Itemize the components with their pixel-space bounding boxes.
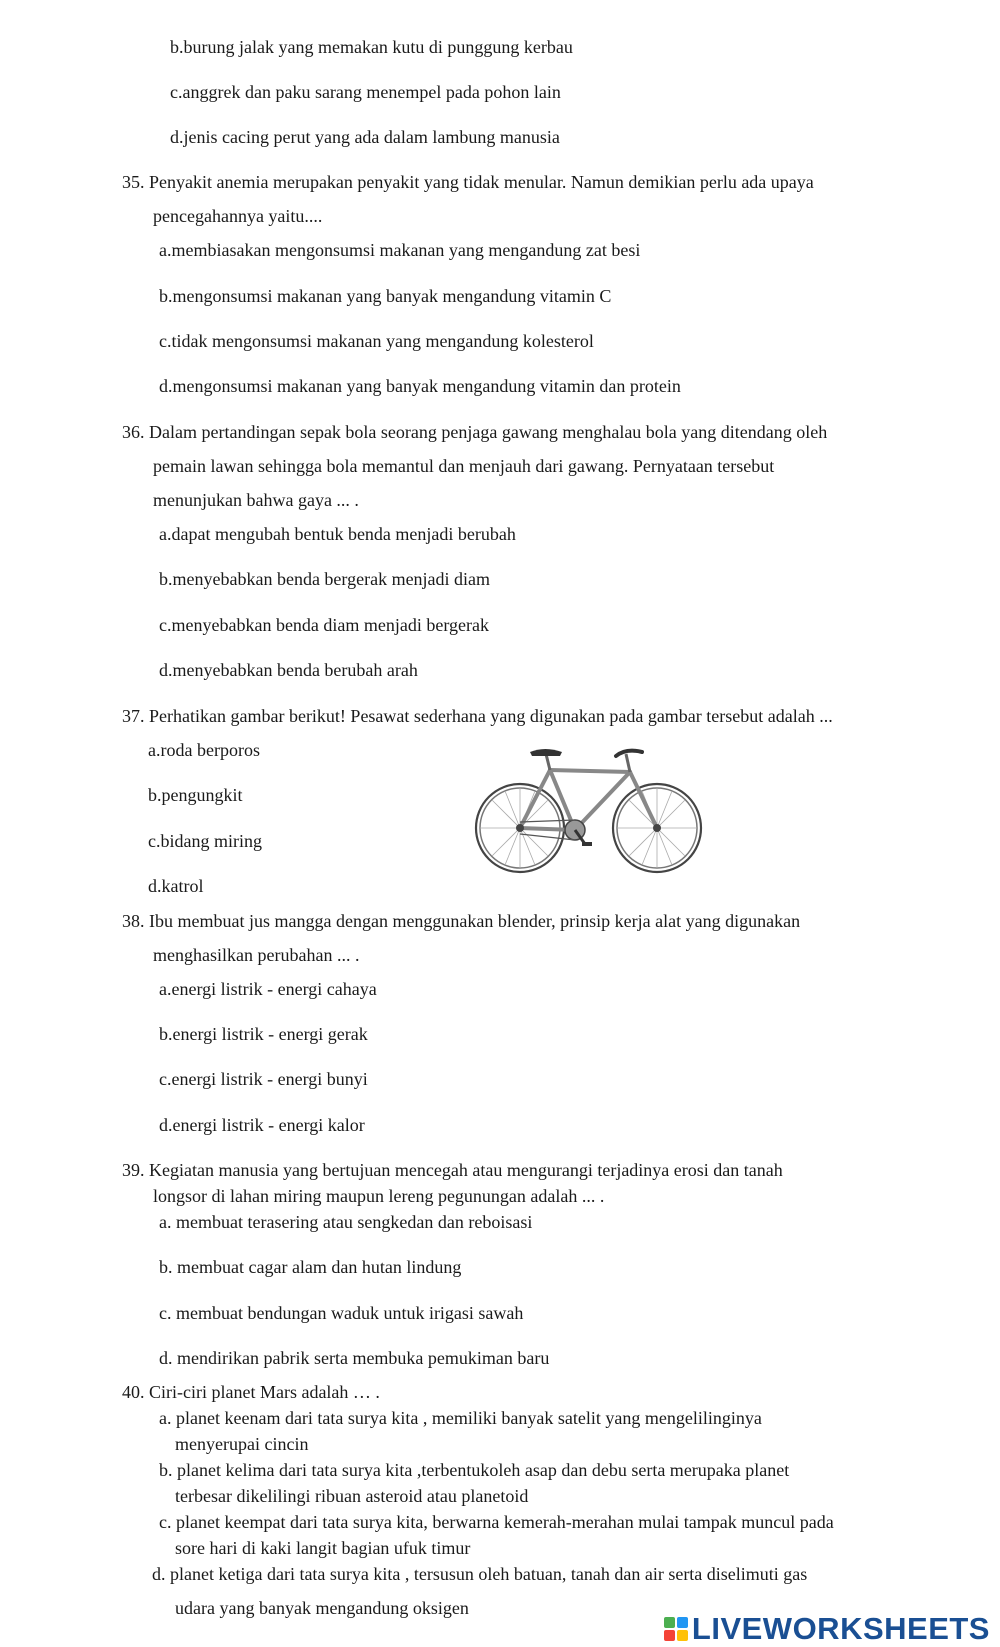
q36-option-a[interactable]: a.dapat mengubah bentuk benda menjadi berubah <box>159 524 516 544</box>
liveworksheets-logo-icon <box>664 1617 688 1641</box>
bicycle-handlebar <box>616 751 642 756</box>
q37-option-c[interactable]: c.bidang miring <box>148 831 262 851</box>
q39-option-c[interactable]: c. membuat bendungan waduk untuk irigasi sawah <box>159 1303 524 1323</box>
q39-text-line-1: 39. Kegiatan manusia yang bertujuan mencegah atau mengurangi terjadinya erosi dan tanah <box>122 1160 783 1180</box>
q35-option-a[interactable]: a.membiasakan mengonsumsi makanan yang mengandung zat besi <box>159 240 641 260</box>
q35-text-line-2: pencegahannya yaitu.... <box>153 206 323 226</box>
q40-option-d-cont[interactable]: udara yang banyak mengandung oksigen <box>175 1598 469 1618</box>
q40-option-c-cont[interactable]: sore hari di kaki langit bagian ufuk timur <box>175 1538 471 1558</box>
q35-option-b[interactable]: b.mengonsumsi makanan yang banyak mengandung vitamin C <box>159 286 612 306</box>
q35-option-c[interactable]: c.tidak mengonsumsi makanan yang mengandung kolesterol <box>159 331 594 351</box>
q40-option-c[interactable]: c. planet keempat dari tata surya kita, berwarna kemerah-merahan mulai tampak muncul pada <box>159 1512 834 1532</box>
q36-text-line-2: pemain lawan sehingga bola memantul dan menjauh dari gawang. Pernyataan tersebut <box>153 456 775 476</box>
q37-option-a[interactable]: a.roda berporos <box>148 740 260 760</box>
q36-option-d[interactable]: d.menyebabkan benda berubah arah <box>159 660 418 680</box>
q37-option-b[interactable]: b.pengungkit <box>148 785 243 805</box>
q35-option-d[interactable]: d.mengonsumsi makanan yang banyak mengandung vitamin dan protein <box>159 376 681 396</box>
q40-option-d[interactable]: d. planet ketiga dari tata surya kita , tersusun oleh batuan, tanah dan air serta diselimuti gas <box>152 1564 808 1584</box>
bicycle-image <box>470 740 710 880</box>
liveworksheets-logo-text: LIVEWORKSHEETS <box>691 1611 990 1646</box>
q36-option-b[interactable]: b.menyebabkan benda bergerak menjadi diam <box>159 569 491 589</box>
liveworksheets-logo[interactable] <box>664 1611 990 1647</box>
q38-option-b[interactable]: b.energi listrik - energi gerak <box>159 1024 368 1044</box>
q35-text-line-1: 35. Penyakit anemia merupakan penyakit yang tidak menular. Namun demikian perlu ada upaya <box>122 172 814 192</box>
prev-option-b: b.burung jalak yang memakan kutu di punggung kerbau <box>170 37 573 57</box>
prev-option-d: d.jenis cacing perut yang ada dalam lambung manusia <box>170 127 560 147</box>
prev-option-c: c.anggrek dan paku sarang menempel pada pohon lain <box>170 82 561 102</box>
q38-option-c[interactable]: c.energi listrik - energi bunyi <box>159 1069 368 1089</box>
q37-text-line-1: 37. Perhatikan gambar berikut! Pesawat sederhana yang digunakan pada gambar tersebut adalah ... <box>122 706 833 726</box>
q39-option-a[interactable]: a. membuat terasering atau sengkedan dan reboisasi <box>159 1212 533 1232</box>
q37-option-d[interactable]: d.katrol <box>148 876 204 896</box>
q38-option-a[interactable]: a.energi listrik - energi cahaya <box>159 979 377 999</box>
q36-option-c[interactable]: c.menyebabkan benda diam menjadi bergerak <box>159 615 490 635</box>
bicycle-seat <box>530 749 562 756</box>
q39-option-b[interactable]: b. membuat cagar alam dan hutan lindung <box>159 1257 462 1277</box>
q40-option-b-cont[interactable]: terbesar dikelilingi ribuan asteroid atau planetoid <box>175 1486 529 1506</box>
q40-option-b[interactable]: b. planet kelima dari tata surya kita ,terbentukoleh asap dan debu serta merupaka planet <box>159 1460 790 1480</box>
q36-text-line-1: 36. Dalam pertandingan sepak bola seorang penjaga gawang menghalau bola yang ditendang oleh <box>122 422 828 442</box>
q40-text-line-1: 40. Ciri-ciri planet Mars adalah … . <box>122 1382 380 1402</box>
q38-text-line-2: menghasilkan perubahan ... . <box>153 945 360 965</box>
q36-text-line-3: menunjukan bahwa gaya ... . <box>153 490 359 510</box>
q38-text-line-1: 38. Ibu membuat jus mangga dengan menggunakan blender, prinsip kerja alat yang digunakan <box>122 911 801 931</box>
q40-option-a-cont[interactable]: menyerupai cincin <box>175 1434 309 1454</box>
q39-option-d[interactable]: d. mendirikan pabrik serta membuka pemukiman baru <box>159 1348 550 1368</box>
q38-option-d[interactable]: d.energi listrik - energi kalor <box>159 1115 365 1135</box>
q39-text-line-2: longsor di lahan miring maupun lereng pegunungan adalah ... . <box>153 1186 605 1206</box>
q40-option-a[interactable]: a. planet keenam dari tata surya kita , memiliki banyak satelit yang mengelilinginya <box>159 1408 762 1428</box>
